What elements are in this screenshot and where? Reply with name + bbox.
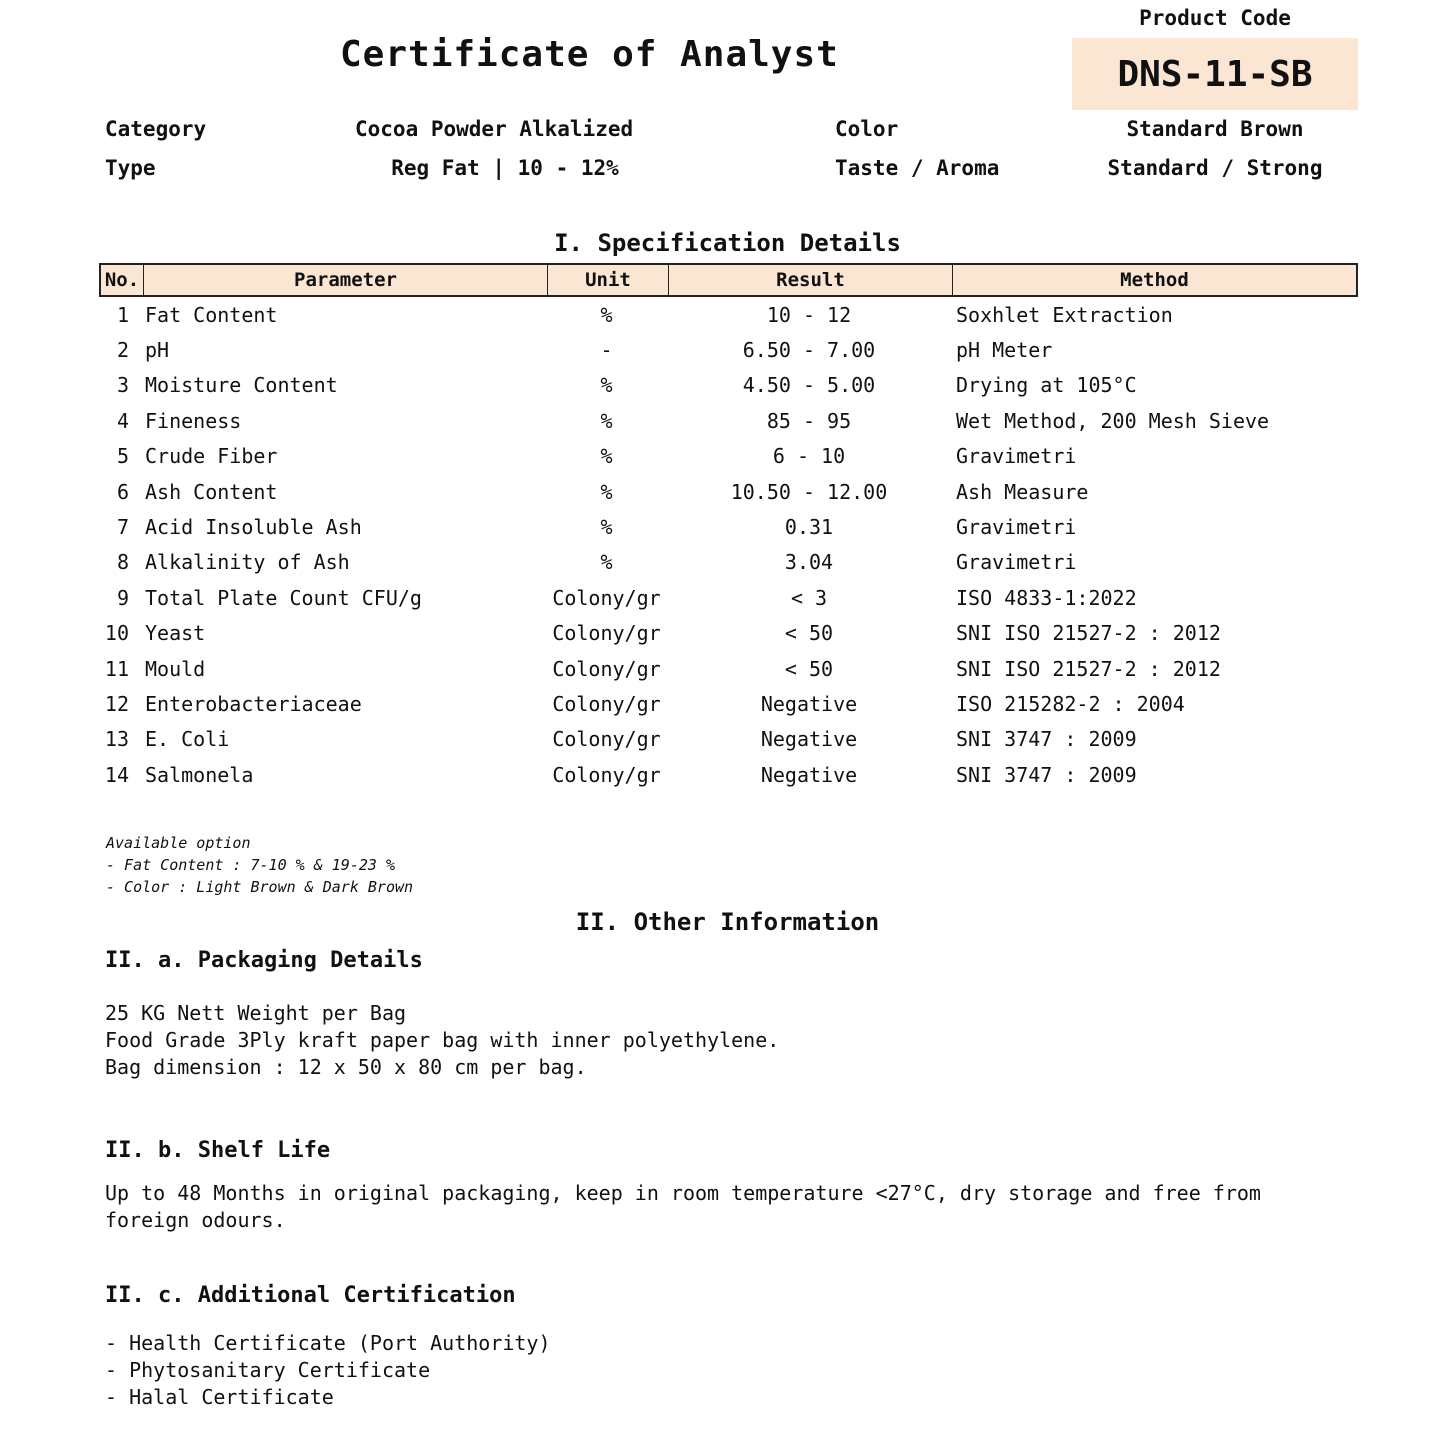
table-row [99, 545, 1358, 580]
row-no: 5 [116, 444, 129, 469]
row-result: 10.50 - 12.00 [730, 479, 888, 504]
row-no: 8 [116, 550, 129, 575]
row-result: 10 - 12 [766, 302, 852, 327]
row-parameter: Yeast [145, 621, 206, 646]
row-no: 3 [116, 373, 129, 398]
row-no: 4 [116, 408, 129, 433]
row-unit: Colony/gr [552, 762, 661, 787]
row-no: 7 [116, 515, 129, 540]
row-no: 2 [116, 338, 129, 363]
row-method: ISO 4833-1:2022 [956, 585, 1137, 610]
row-result: 6 - 10 [772, 444, 846, 469]
row-parameter: Mould [145, 656, 206, 681]
row-method: SNI ISO 21527-2 : 2012 [956, 621, 1221, 646]
table-row [99, 580, 1358, 615]
row-method: Soxhlet Extraction [956, 302, 1173, 327]
certification-item: - Halal Certificate [105, 1385, 334, 1409]
col-header-result: Result [669, 265, 953, 295]
row-method: ISO 215282-2 : 2004 [956, 691, 1185, 716]
shelf-life-title: II. b. Shelf Life [105, 1138, 331, 1163]
row-result: < 50 [784, 656, 834, 681]
available-options [106, 832, 413, 898]
table-row [99, 651, 1358, 686]
table-row [99, 509, 1358, 544]
row-result: < 3 [790, 585, 828, 610]
col-header-method: Method [1120, 269, 1189, 291]
table-row [99, 297, 1358, 332]
category-value: Cocoa Powder Alkalized [355, 117, 634, 141]
table-row [99, 403, 1358, 438]
row-unit: - [600, 338, 613, 363]
row-unit: % [600, 373, 613, 398]
table-row [99, 439, 1358, 474]
row-result: 0.31 [784, 515, 834, 540]
certification-item: - Phytosanitary Certificate [105, 1358, 431, 1382]
col-header-parameter: Parameter [144, 265, 548, 295]
row-parameter: E. Coli [145, 727, 230, 752]
spec-table [99, 263, 1358, 792]
row-result: 4.50 - 5.00 [742, 373, 876, 398]
row-parameter: Alkalinity of Ash [145, 550, 350, 575]
row-method: Ash Measure [956, 479, 1089, 504]
row-parameter: Acid Insoluble Ash [145, 515, 362, 540]
row-parameter: Moisture Content [145, 373, 338, 398]
row-parameter: Enterobacteriaceae [145, 691, 362, 716]
row-unit: Colony/gr [552, 691, 661, 716]
row-method: Drying at 105°C [956, 373, 1137, 398]
row-unit: % [600, 302, 613, 327]
row-parameter: Salmonela [145, 762, 254, 787]
options-heading: Available option [106, 834, 251, 852]
packaging-line: 25 KG Nett Weight per Bag [105, 1001, 407, 1025]
row-unit: Colony/gr [552, 585, 661, 610]
row-no: 13 [104, 727, 129, 752]
row-unit: % [600, 444, 613, 469]
row-method: Wet Method, 200 Mesh Sieve [956, 408, 1270, 433]
row-method: SNI 3747 : 2009 [956, 727, 1137, 752]
table-row [99, 616, 1358, 651]
row-method: SNI ISO 21527-2 : 2012 [956, 656, 1221, 681]
certification-list [105, 1330, 551, 1411]
spec-section-title: I. Specification Details [554, 229, 901, 257]
packaging-line: Bag dimension : 12 x 50 x 80 cm per bag. [105, 1055, 587, 1079]
row-no: 10 [104, 621, 129, 646]
certification-title: II. c. Additional Certification [105, 1283, 516, 1308]
options-line-color: - Color : Light Brown & Dark Brown [106, 878, 414, 896]
row-no: 12 [104, 691, 129, 716]
document-title: Certificate of Analyst [340, 34, 839, 75]
type-value: Reg Fat | 10 - 12% [391, 156, 619, 180]
row-method: SNI 3747 : 2009 [956, 762, 1137, 787]
row-no: 1 [116, 302, 129, 327]
row-no: 6 [116, 479, 129, 504]
row-unit: Colony/gr [552, 727, 661, 752]
color-label: Color [835, 117, 899, 141]
packaging-line: Food Grade 3Ply kraft paper bag with inner polyethylene. [105, 1028, 780, 1052]
row-result: 3.04 [784, 550, 834, 575]
row-result: 6.50 - 7.00 [742, 338, 876, 363]
taste-value: Standard / Strong [1107, 156, 1323, 180]
certification-item: - Health Certificate (Port Authority) [105, 1331, 551, 1355]
row-unit: % [600, 515, 613, 540]
spec-table-header [99, 263, 1358, 297]
row-method: Gravimetri [956, 515, 1077, 540]
row-unit: Colony/gr [552, 621, 661, 646]
packaging-details [105, 1000, 779, 1081]
shelf-life-details [105, 1180, 1261, 1234]
row-parameter: Crude Fiber [145, 444, 278, 469]
packaging-title: II. a. Packaging Details [105, 948, 423, 973]
taste-label: Taste / Aroma [835, 156, 1000, 180]
table-row [99, 332, 1358, 367]
row-parameter: Fat Content [145, 302, 278, 327]
options-line-fat: - Fat Content : 7-10 % & 19-23 % [106, 856, 395, 874]
row-result: Negative [760, 691, 858, 716]
table-row [99, 722, 1358, 757]
table-row [99, 474, 1358, 509]
product-code-value: DNS-11-SB [1117, 53, 1313, 95]
row-parameter: Ash Content [145, 479, 278, 504]
row-unit: % [600, 479, 613, 504]
row-parameter: Fineness [145, 408, 242, 433]
type-label: Type [105, 156, 156, 180]
color-value: Standard Brown [1126, 117, 1304, 141]
row-unit: % [600, 408, 613, 433]
row-method: Gravimetri [956, 444, 1077, 469]
row-no: 14 [104, 762, 129, 787]
shelf-life-line: Up to 48 Months in original packaging, keep in room temperature <27°C, dry storage and free from [105, 1181, 1261, 1205]
row-no: 11 [104, 656, 129, 681]
row-method: Gravimetri [956, 550, 1077, 575]
row-parameter: pH [145, 338, 170, 363]
row-result: Negative [760, 762, 858, 787]
spec-table-body [99, 297, 1358, 792]
row-unit: Colony/gr [552, 656, 661, 681]
row-no: 9 [116, 585, 129, 610]
product-code-box [1072, 38, 1358, 110]
product-code-label: Product Code [1139, 6, 1291, 30]
table-row [99, 757, 1358, 792]
table-row [99, 686, 1358, 721]
row-result: < 50 [784, 621, 834, 646]
row-method: pH Meter [956, 338, 1053, 363]
other-section-title: II. Other Information [575, 908, 880, 936]
row-result: Negative [760, 727, 858, 752]
row-parameter: Total Plate Count CFU/g [145, 585, 422, 610]
row-result: 85 - 95 [766, 408, 852, 433]
row-unit: % [600, 550, 613, 575]
col-header-no: No. [101, 265, 144, 295]
shelf-life-line: foreign odours. [105, 1208, 286, 1232]
col-header-unit: Unit [548, 265, 669, 295]
category-label: Category [105, 117, 207, 141]
table-row [99, 368, 1358, 403]
